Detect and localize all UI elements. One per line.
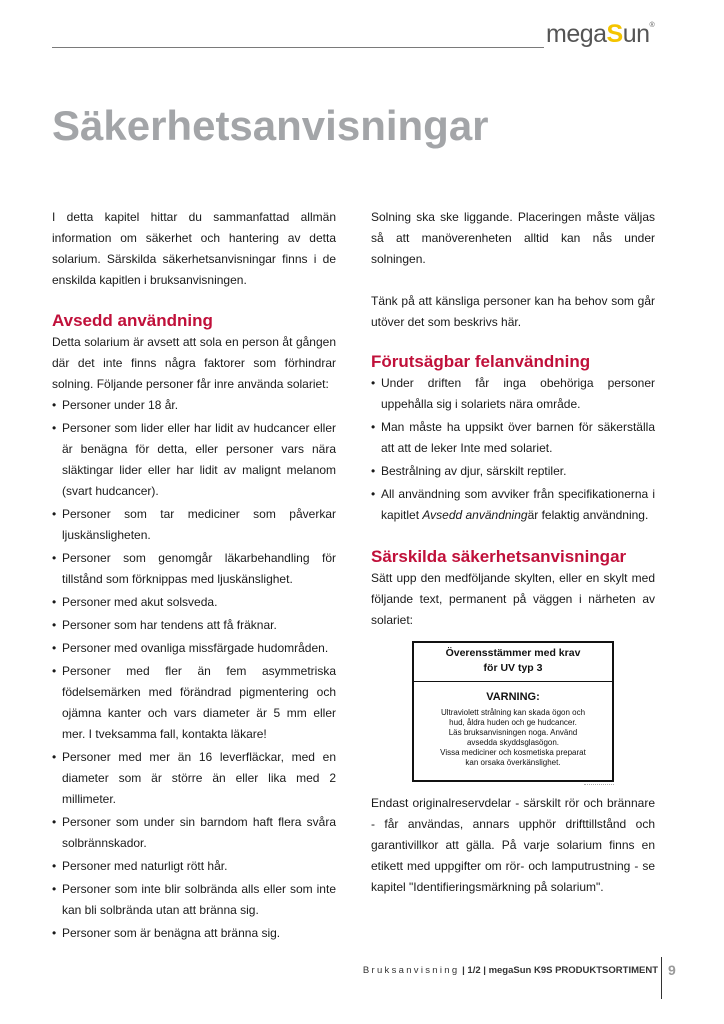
footer-separator: | (459, 965, 468, 976)
list-item: • Under driften får inga obehöriga personer uppehålla sig i solariets nära område. (371, 373, 655, 415)
chapter-reference: Avsedd användning (422, 508, 528, 522)
sign-body-line: kan orsaka överkänslighet. (465, 758, 561, 767)
sign-compliance-line: för UV typ 3 (483, 662, 543, 674)
sign-code-wrapper (412, 784, 614, 789)
logo-text-s: S (606, 20, 623, 48)
list-item (371, 484, 655, 526)
sign-body-line: Vissa mediciner och kosmetiska preparat (440, 748, 586, 757)
sign-body-line: Läs bruksanvisningen noga. Använd (448, 728, 578, 737)
list-item: • Personer som tar mediciner som påverkar ljuskänsligheten. (52, 504, 336, 546)
list-item: • Personer som har tendens att få fräknar. (52, 615, 336, 636)
list-item: • Personer med mer än 16 leverfläckar, med en diameter som är större än eller lika med 2 millimeter. (52, 747, 336, 810)
logo-text-mega: mega (546, 20, 607, 48)
header-rule (52, 47, 544, 48)
footer-product: megaSun K9S PRODUKTSORTIMENT (488, 965, 658, 976)
logo-text-un: un (622, 20, 650, 48)
positioning-paragraph: Solning ska ske liggande. Placeringen måste väljas så att manöverenheten alltid kan nås under solningen. (371, 210, 655, 266)
section-heading-foreseeable-misuse: Förutsägbar felanvändning (371, 352, 591, 371)
sign-warning-title: VARNING: (486, 691, 540, 703)
footer (340, 965, 658, 976)
sign-body-line: Ultraviolett strålning kan skada ögon och (440, 708, 586, 717)
uv-warning-sign (412, 641, 614, 782)
list-item: • Personer med naturligt rött hår. (52, 856, 336, 877)
list-item: • Bestrålning av djur, särskilt reptiler. (371, 461, 655, 482)
sign-article-code (584, 784, 614, 789)
list-item-text: All användning som avviker från specifikationerna i kapitlet (381, 487, 655, 522)
section-heading-intended-use: Avsedd användning (52, 311, 213, 330)
right-column (371, 207, 655, 898)
spare-parts-paragraph: Endast originalreservdelar - särskilt rör och brännare - får användas, annars upphör drifttillstånd och garantivillkor att gälla. På varje solarium finns en etikett med uppgifter om rör- och lamputrustning - se kapitel "Identifieringsmärkning på solarium". (371, 796, 655, 894)
intro-paragraph: I detta kapitel hittar du sammanfattad allmän information om säkerhet och hantering av detta solarium. Särskilda säkerhetsanvisningar finns i de enskilda kapitlen i bruksanvisningen. (52, 210, 336, 287)
sign-compliance-header (414, 643, 612, 682)
sign-compliance-line: Överensstämmer med krav (445, 647, 581, 659)
footer-part: 1/2 (467, 965, 481, 976)
list-item: • Personer som är benägna att bränna sig. (52, 923, 336, 944)
footer-divider (661, 957, 662, 999)
list-item-text: är felaktig användning. (527, 508, 649, 522)
list-item: • Personer som lider eller har lidit av hudcancer eller är benägna för detta, eller personer vars nära släktingar lider eller har lidit av malignt melanom (svart hudcancer). (52, 418, 336, 502)
registered-mark: ® (649, 22, 655, 29)
sensitive-persons-paragraph: Tänk på att känsliga personer kan ha behov som går utöver det som beskrivs här. (371, 294, 655, 329)
footer-separator: | (480, 965, 489, 976)
excluded-persons-list (52, 395, 336, 944)
megasun-logo (546, 20, 654, 49)
list-item: • Personer under 18 år. (52, 395, 336, 416)
intended-use-text: Detta solarium är avsett att sola en person åt gången där det inte finns några faktorer som förhindrar solning. Följande personer får inre använda solariet: (52, 335, 336, 391)
sign-warning-body (414, 704, 612, 780)
sign-body-line: avsedda skyddsglasögon. (466, 738, 560, 747)
page-title: Säkerhetsanvisningar (52, 102, 489, 149)
list-item: • Personer med ovanliga missfärgade hudområden. (52, 638, 336, 659)
list-item: • Personer som inte blir solbrända alls eller som inte kan bli solbrända utan att bränna sig. (52, 879, 336, 921)
sign-body-line: hud, åldra huden och ge hudcancer. (449, 718, 577, 727)
left-column (52, 207, 336, 946)
list-item: • Personer med fler än fem asymmetriska födelsemärken med förändrad pigmentering och ojämna kanter och vars diameter är 5 mm eller mer. I tveksamma fall, kontakta läkare! (52, 661, 336, 745)
section-heading-special-safety: Särskilda säkerhetsanvisningar (371, 547, 627, 566)
footer-doc-type: Bruksanvisning (362, 965, 460, 976)
page-number: 9 (668, 962, 676, 978)
list-item: • Personer som under sin barndom haft flera svåra solbrännskador. (52, 812, 336, 854)
list-item: • Personer som genomgår läkarbehandling för tillstånd som förknippas med ljuskänslighet. (52, 548, 336, 590)
list-item: • Personer med akut solsveda. (52, 592, 336, 613)
list-item: • Man måste ha uppsikt över barnen för säkerställa att att de leker Inte med solariet. (371, 417, 655, 459)
special-safety-text: Sätt upp den medföljande skylten, eller en skylt med följande text, permanent på väggen i närheten av solariet: (371, 571, 655, 627)
misuse-list (371, 373, 655, 526)
